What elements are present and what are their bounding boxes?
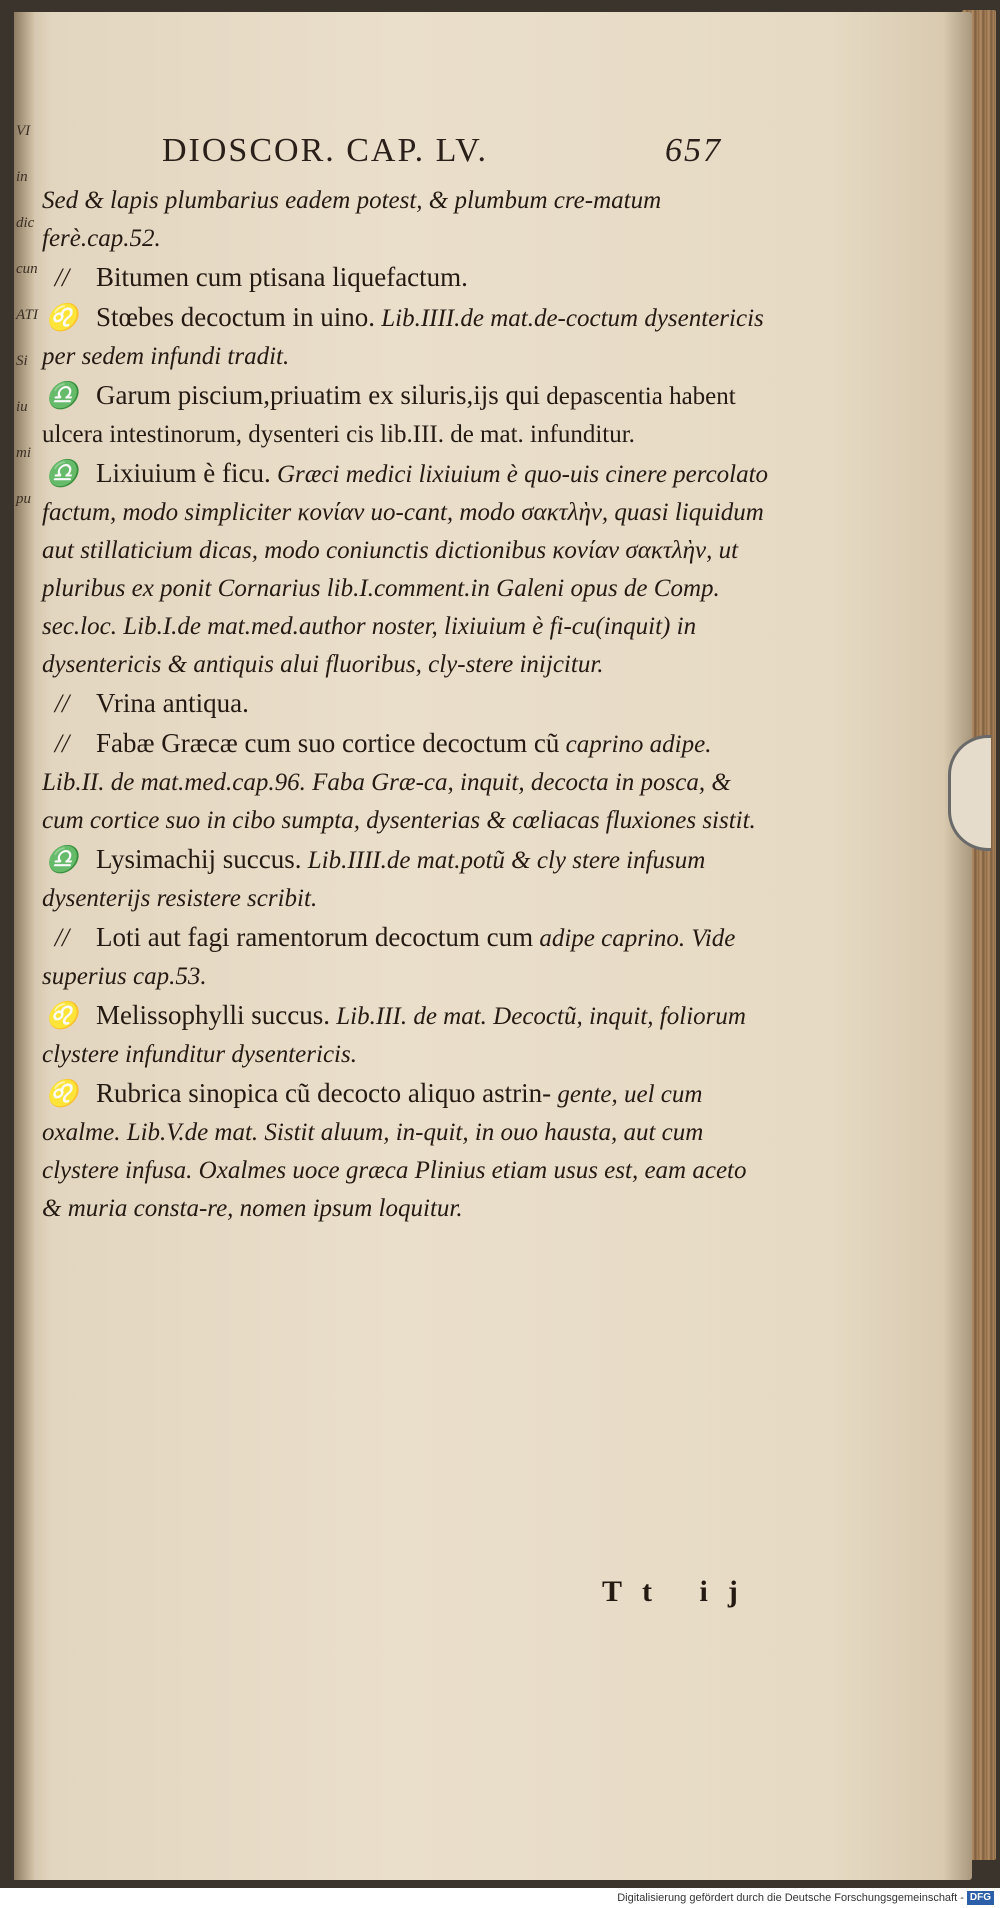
margin-fragment: in <box>16 169 28 185</box>
margin-fragment: iu <box>16 399 28 415</box>
remedy-marker-icon: ♌ <box>45 303 79 332</box>
remedy-marker-icon: // <box>54 729 70 758</box>
entry <box>42 182 772 258</box>
margin-fragment: dic <box>16 215 35 231</box>
entry-lead: Bitumen cum ptisana liquefactum. <box>96 262 468 292</box>
entry-text: caprino adipe. Lib.II. de mat.med.cap.96. Faba Græ-ca, inquit, decocta in posca, & cum cortice suo in cibo sumpta, dysenterias & cœliacas fluxiones sistit. <box>42 731 756 834</box>
entry <box>42 840 772 918</box>
entry-lead: Lysimachij succus. <box>96 844 302 874</box>
entry-lead: Stœbes decoctum in uino. <box>96 302 375 332</box>
book-page <box>14 12 972 1880</box>
remedy-marker-icon: // <box>54 263 70 292</box>
entry <box>42 258 772 298</box>
entry-text: gente, uel cum oxalme. Lib.V.de mat. Sistit aluum, in-quit, in ouo hausta, aut cum clystere infusa. Oxalmes uoce græca Plinius etiam usus est, eam aceto & muria consta-re, nomen ipsum loquitur. <box>42 1081 747 1222</box>
entry-text: adipe caprino. Vide superius cap.53. <box>42 925 736 990</box>
entry <box>42 684 772 724</box>
entry <box>42 376 772 454</box>
margin-fragment: VI <box>16 123 31 139</box>
bookmark-tab <box>948 735 991 851</box>
entry <box>42 298 772 376</box>
remedy-marker-icon: ♎ <box>45 381 79 410</box>
entry-lead: Fabæ Græcæ cum suo cortice decoctum cũ <box>96 728 560 758</box>
remedy-marker-icon: ♎ <box>45 845 79 874</box>
remedy-marker-icon: ♌ <box>45 1079 79 1108</box>
entry-lead: Garum piscium,priuatim ex siluris,ijs qui <box>96 380 540 410</box>
margin-fragment: Si <box>16 353 28 369</box>
entry-text: Sed & lapis plumbarius eadem potest, & plumbum cre-matum ferè.cap.52. <box>42 187 662 252</box>
margin-fragment: mi <box>16 445 31 461</box>
entry-lead: Loti aut fagi ramentorum decoctum cum <box>96 922 534 952</box>
remedy-marker-icon: // <box>54 689 70 718</box>
signature-mark: Tt ij <box>602 1575 758 1608</box>
entry <box>42 724 772 840</box>
running-header <box>162 132 722 170</box>
running-title: DIOSCOR. CAP. LV. <box>162 132 488 169</box>
entry-text: Lib.IIII.de mat.de-coctum dysentericis per sedem infundi tradit. <box>42 305 764 370</box>
entry-text: depascentia habent ulcera intestinorum, dysenteri cis lib.III. de mat. infunditur. <box>42 383 736 448</box>
body-text <box>42 182 772 1228</box>
entry-text: Græci medici lixiuium è quo-uis cinere percolato factum, modo simpliciter κονίαν uo-cant, modo σακτλὴν, quasi liquidum aut stillaticium dicas, modo coniunctis dictionibus κονίαν σακτλὴν, ut pluribus ex ponit Cornarius lib.I.comment.in Galeni opus de Comp. sec.loc. Lib.I.de mat.med.author noster, lixiuium è fi-cu(inquit) in dysentericis & antiquis alui fluoribus, cly-stere inijcitur. <box>42 461 769 678</box>
entry-text: Lib.IIII.de mat.potũ & cly stere infusum dysenterijs resistere scribit. <box>42 847 706 912</box>
margin-fragment: cun <box>16 261 38 277</box>
entry <box>42 996 772 1074</box>
entry-lead: Lixiuium è ficu. <box>96 458 271 488</box>
remedy-marker-icon: // <box>54 923 70 952</box>
entry <box>42 918 772 996</box>
remedy-marker-icon: ♌ <box>45 1001 79 1030</box>
remedy-marker-icon: ♎ <box>45 459 79 488</box>
margin-fragment: ATI <box>16 307 38 323</box>
footer-text: Digitalisierung gefördert durch die Deutsche Forschungsgemeinschaft - <box>617 1892 964 1904</box>
margin-fragments <box>16 108 38 522</box>
entry-lead: Melissophylli succus. <box>96 1000 330 1030</box>
digitization-footer <box>0 1888 1000 1908</box>
entry <box>42 1074 772 1228</box>
entry-text: Lib.III. de mat. Decoctũ, inquit, foliorum clystere infunditur dysentericis. <box>42 1003 746 1068</box>
entry <box>42 454 772 684</box>
dfg-logo: DFG <box>967 1891 994 1905</box>
entry-lead: Rubrica sinopica cũ decocto aliquo astrin- <box>96 1078 552 1108</box>
folio-number: 657 <box>665 132 722 169</box>
margin-fragment: pu <box>16 491 31 507</box>
entry-lead: Vrina antiqua. <box>96 688 249 718</box>
